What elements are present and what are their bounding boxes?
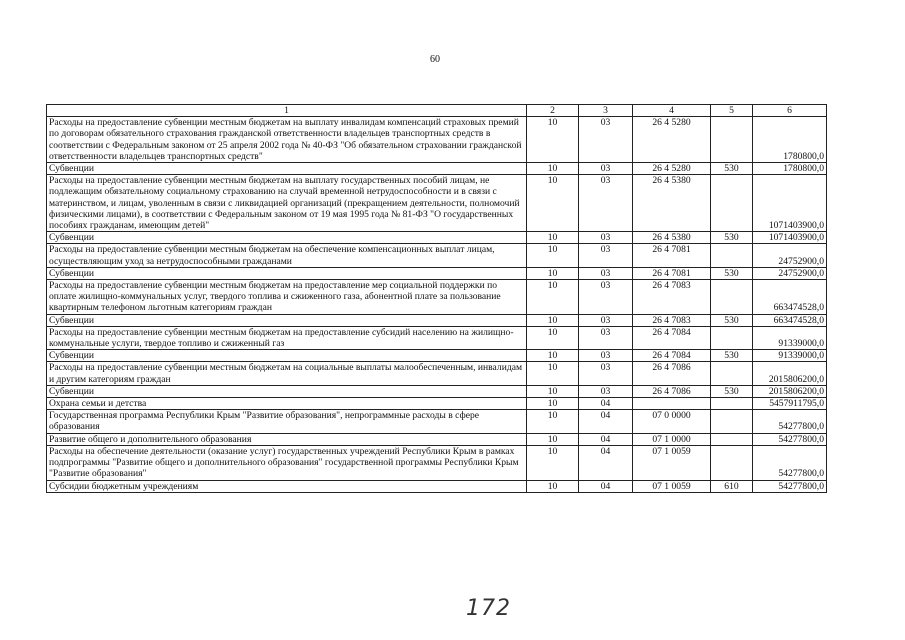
row-amount-cell: 1071403900,0 xyxy=(753,232,827,244)
row-amount-cell: 1780800,0 xyxy=(753,163,827,175)
row-name-cell: Субвенции xyxy=(47,385,527,397)
row-amount-cell: 54277800,0 xyxy=(753,445,827,480)
row-amount-cell: 2015806200,0 xyxy=(753,362,827,385)
row-subsection-cell: 03 xyxy=(579,385,633,397)
row-target-article-cell: 26 4 7084 xyxy=(633,326,711,349)
table-row xyxy=(47,175,827,232)
row-expense-type-cell xyxy=(711,280,753,315)
row-amount-cell: 54277800,0 xyxy=(753,480,827,492)
row-section-cell: 10 xyxy=(527,117,579,163)
row-section-cell: 10 xyxy=(527,314,579,326)
row-expense-type-cell xyxy=(711,398,753,410)
row-amount-cell: 5457911795,0 xyxy=(753,398,827,410)
row-name-cell: Расходы на обеспечение деятельности (оказание услуг) государственных учреждений Республики Крым в рамках подпрограммы "Развитие общего и дополнительного образования" государственной программы Республики Крым "Развитие образования" xyxy=(47,445,527,480)
table-row xyxy=(47,350,827,362)
page-number: 60 xyxy=(430,54,440,65)
row-subsection-cell: 03 xyxy=(579,267,633,279)
row-target-article-cell: 07 1 0000 xyxy=(633,433,711,445)
row-target-article-cell: 26 4 7081 xyxy=(633,267,711,279)
row-name-cell: Субсидии бюджетным учреждениям xyxy=(47,480,527,492)
row-target-article-cell: 07 1 0059 xyxy=(633,445,711,480)
row-subsection-cell: 03 xyxy=(579,326,633,349)
row-name-cell: Субвенции xyxy=(47,350,527,362)
row-target-article-cell: 07 0 0000 xyxy=(633,410,711,433)
row-section-cell: 10 xyxy=(527,163,579,175)
row-name-cell: Расходы на предоставление субвенции местным бюджетам на предоставление субсидий населению на жилищно-коммунальные услуги, твердое топливо и сжиженный газ xyxy=(47,326,527,349)
table-row xyxy=(47,362,827,385)
row-subsection-cell: 03 xyxy=(579,175,633,232)
row-name-cell: Государственная программа Республики Крым "Развитие образования", непрограммные расходы в сфере образования xyxy=(47,410,527,433)
row-expense-type-cell: 530 xyxy=(711,314,753,326)
row-section-cell: 10 xyxy=(527,244,579,267)
row-name-cell: Расходы на предоставление субвенции местным бюджетам на выплату инвалидам компенсаций страховых премий по договорам обязательного страхования гражданской ответственности владельцев транспортных средств в соответствии с Федеральным законом от 25 апреля 2002 года № 40-ФЗ "Об обязательном страховании гражданской ответственности владельцев транспортных средств" xyxy=(47,117,527,163)
row-name-cell: Субвенции xyxy=(47,314,527,326)
row-section-cell: 10 xyxy=(527,398,579,410)
row-section-cell: 10 xyxy=(527,326,579,349)
table-row xyxy=(47,326,827,349)
row-name-cell: Субвенции xyxy=(47,232,527,244)
row-subsection-cell: 04 xyxy=(579,398,633,410)
row-amount-cell: 91339000,0 xyxy=(753,350,827,362)
row-subsection-cell: 04 xyxy=(579,445,633,480)
table-row xyxy=(47,280,827,315)
row-name-cell: Расходы на предоставление субвенции местным бюджетам на предоставление мер социальной поддержки по оплате жилищно-коммунальных услуг, твердого топлива и сжиженного газа, абонентной плате за пользование квартирным телефоном льготным категориям граждан xyxy=(47,280,527,315)
row-amount-cell: 1071403900,0 xyxy=(753,175,827,232)
row-subsection-cell: 03 xyxy=(579,280,633,315)
row-subsection-cell: 04 xyxy=(579,433,633,445)
row-section-cell: 10 xyxy=(527,480,579,492)
row-section-cell: 10 xyxy=(527,267,579,279)
row-section-cell: 10 xyxy=(527,280,579,315)
row-section-cell: 10 xyxy=(527,350,579,362)
row-target-article-cell: 07 1 0059 xyxy=(633,480,711,492)
row-amount-cell: 24752900,0 xyxy=(753,244,827,267)
row-name-cell: Субвенции xyxy=(47,267,527,279)
header-cell: 3 xyxy=(579,105,633,117)
row-section-cell: 10 xyxy=(527,385,579,397)
row-subsection-cell: 03 xyxy=(579,314,633,326)
row-amount-cell: 91339000,0 xyxy=(753,326,827,349)
header-cell: 4 xyxy=(633,105,711,117)
table-row xyxy=(47,232,827,244)
row-expense-type-cell xyxy=(711,244,753,267)
row-expense-type-cell: 610 xyxy=(711,480,753,492)
row-section-cell: 10 xyxy=(527,362,579,385)
row-expense-type-cell xyxy=(711,175,753,232)
row-target-article-cell: 26 4 7086 xyxy=(633,362,711,385)
row-target-article-cell xyxy=(633,398,711,410)
row-expense-type-cell: 530 xyxy=(711,232,753,244)
row-subsection-cell: 03 xyxy=(579,350,633,362)
table-row xyxy=(47,314,827,326)
row-amount-cell: 24752900,0 xyxy=(753,267,827,279)
row-amount-cell: 2015806200,0 xyxy=(753,385,827,397)
budget-table xyxy=(46,104,827,493)
row-subsection-cell: 04 xyxy=(579,410,633,433)
row-expense-type-cell xyxy=(711,117,753,163)
row-amount-cell: 663474528,0 xyxy=(753,314,827,326)
table-row xyxy=(47,410,827,433)
table-row xyxy=(47,398,827,410)
table-row xyxy=(47,480,827,492)
table-header-row xyxy=(47,105,827,117)
row-name-cell: Расходы на предоставление субвенции местным бюджетам на обеспечение компенсационных выплат лицам, осуществляющим уход за нетрудоспособными гражданами xyxy=(47,244,527,267)
header-cell: 1 xyxy=(47,105,527,117)
row-target-article-cell: 26 4 5380 xyxy=(633,232,711,244)
row-amount-cell: 54277800,0 xyxy=(753,410,827,433)
row-expense-type-cell: 530 xyxy=(711,267,753,279)
row-subsection-cell: 03 xyxy=(579,232,633,244)
row-subsection-cell: 03 xyxy=(579,163,633,175)
row-subsection-cell: 04 xyxy=(579,480,633,492)
table-row xyxy=(47,445,827,480)
table-row xyxy=(47,267,827,279)
row-expense-type-cell xyxy=(711,410,753,433)
table-row xyxy=(47,385,827,397)
row-expense-type-cell xyxy=(711,445,753,480)
row-expense-type-cell xyxy=(711,326,753,349)
row-expense-type-cell: 530 xyxy=(711,350,753,362)
row-name-cell: Расходы на предоставление субвенции местным бюджетам на выплату государственных пособий лицам, не подлежащим обязательному социальному страхованию на случай временной нетрудоспособности и в связи с материнством, и лицам, уволенным в связи с ликвидацией организаций (прекращением деятельности, полномочий физическими лицами), в соответствии с Федеральным законом от 19 мая 1995 года № 81-ФЗ "О государственных пособиях гражданам, имеющим детей" xyxy=(47,175,527,232)
row-name-cell: Субвенции xyxy=(47,163,527,175)
table-row xyxy=(47,163,827,175)
header-cell: 5 xyxy=(711,105,753,117)
row-target-article-cell: 26 4 7081 xyxy=(633,244,711,267)
row-amount-cell: 54277800,0 xyxy=(753,433,827,445)
handwritten-page-mark: 172 xyxy=(466,596,511,621)
row-section-cell: 10 xyxy=(527,445,579,480)
row-section-cell: 10 xyxy=(527,232,579,244)
row-target-article-cell: 26 4 5280 xyxy=(633,117,711,163)
table-row xyxy=(47,433,827,445)
row-target-article-cell: 26 4 7084 xyxy=(633,350,711,362)
row-target-article-cell: 26 4 5280 xyxy=(633,163,711,175)
row-target-article-cell: 26 4 7086 xyxy=(633,385,711,397)
budget-table-body xyxy=(47,105,827,493)
row-name-cell: Расходы на предоставление субвенции местным бюджетам на социальные выплаты малообеспеченным, инвалидам и другим категориям граждан xyxy=(47,362,527,385)
row-target-article-cell: 26 4 7083 xyxy=(633,314,711,326)
row-expense-type-cell xyxy=(711,362,753,385)
row-subsection-cell: 03 xyxy=(579,117,633,163)
row-target-article-cell: 26 4 5380 xyxy=(633,175,711,232)
row-amount-cell: 1780800,0 xyxy=(753,117,827,163)
row-subsection-cell: 03 xyxy=(579,362,633,385)
row-name-cell: Развитие общего и дополнительного образования xyxy=(47,433,527,445)
row-section-cell: 10 xyxy=(527,410,579,433)
table-row xyxy=(47,117,827,163)
header-cell: 6 xyxy=(753,105,827,117)
header-cell: 2 xyxy=(527,105,579,117)
row-name-cell: Охрана семьи и детства xyxy=(47,398,527,410)
row-section-cell: 10 xyxy=(527,175,579,232)
row-subsection-cell: 03 xyxy=(579,244,633,267)
row-expense-type-cell xyxy=(711,433,753,445)
row-amount-cell: 663474528,0 xyxy=(753,280,827,315)
row-expense-type-cell: 530 xyxy=(711,385,753,397)
table-row xyxy=(47,244,827,267)
row-section-cell: 10 xyxy=(527,433,579,445)
row-expense-type-cell: 530 xyxy=(711,163,753,175)
row-target-article-cell: 26 4 7083 xyxy=(633,280,711,315)
